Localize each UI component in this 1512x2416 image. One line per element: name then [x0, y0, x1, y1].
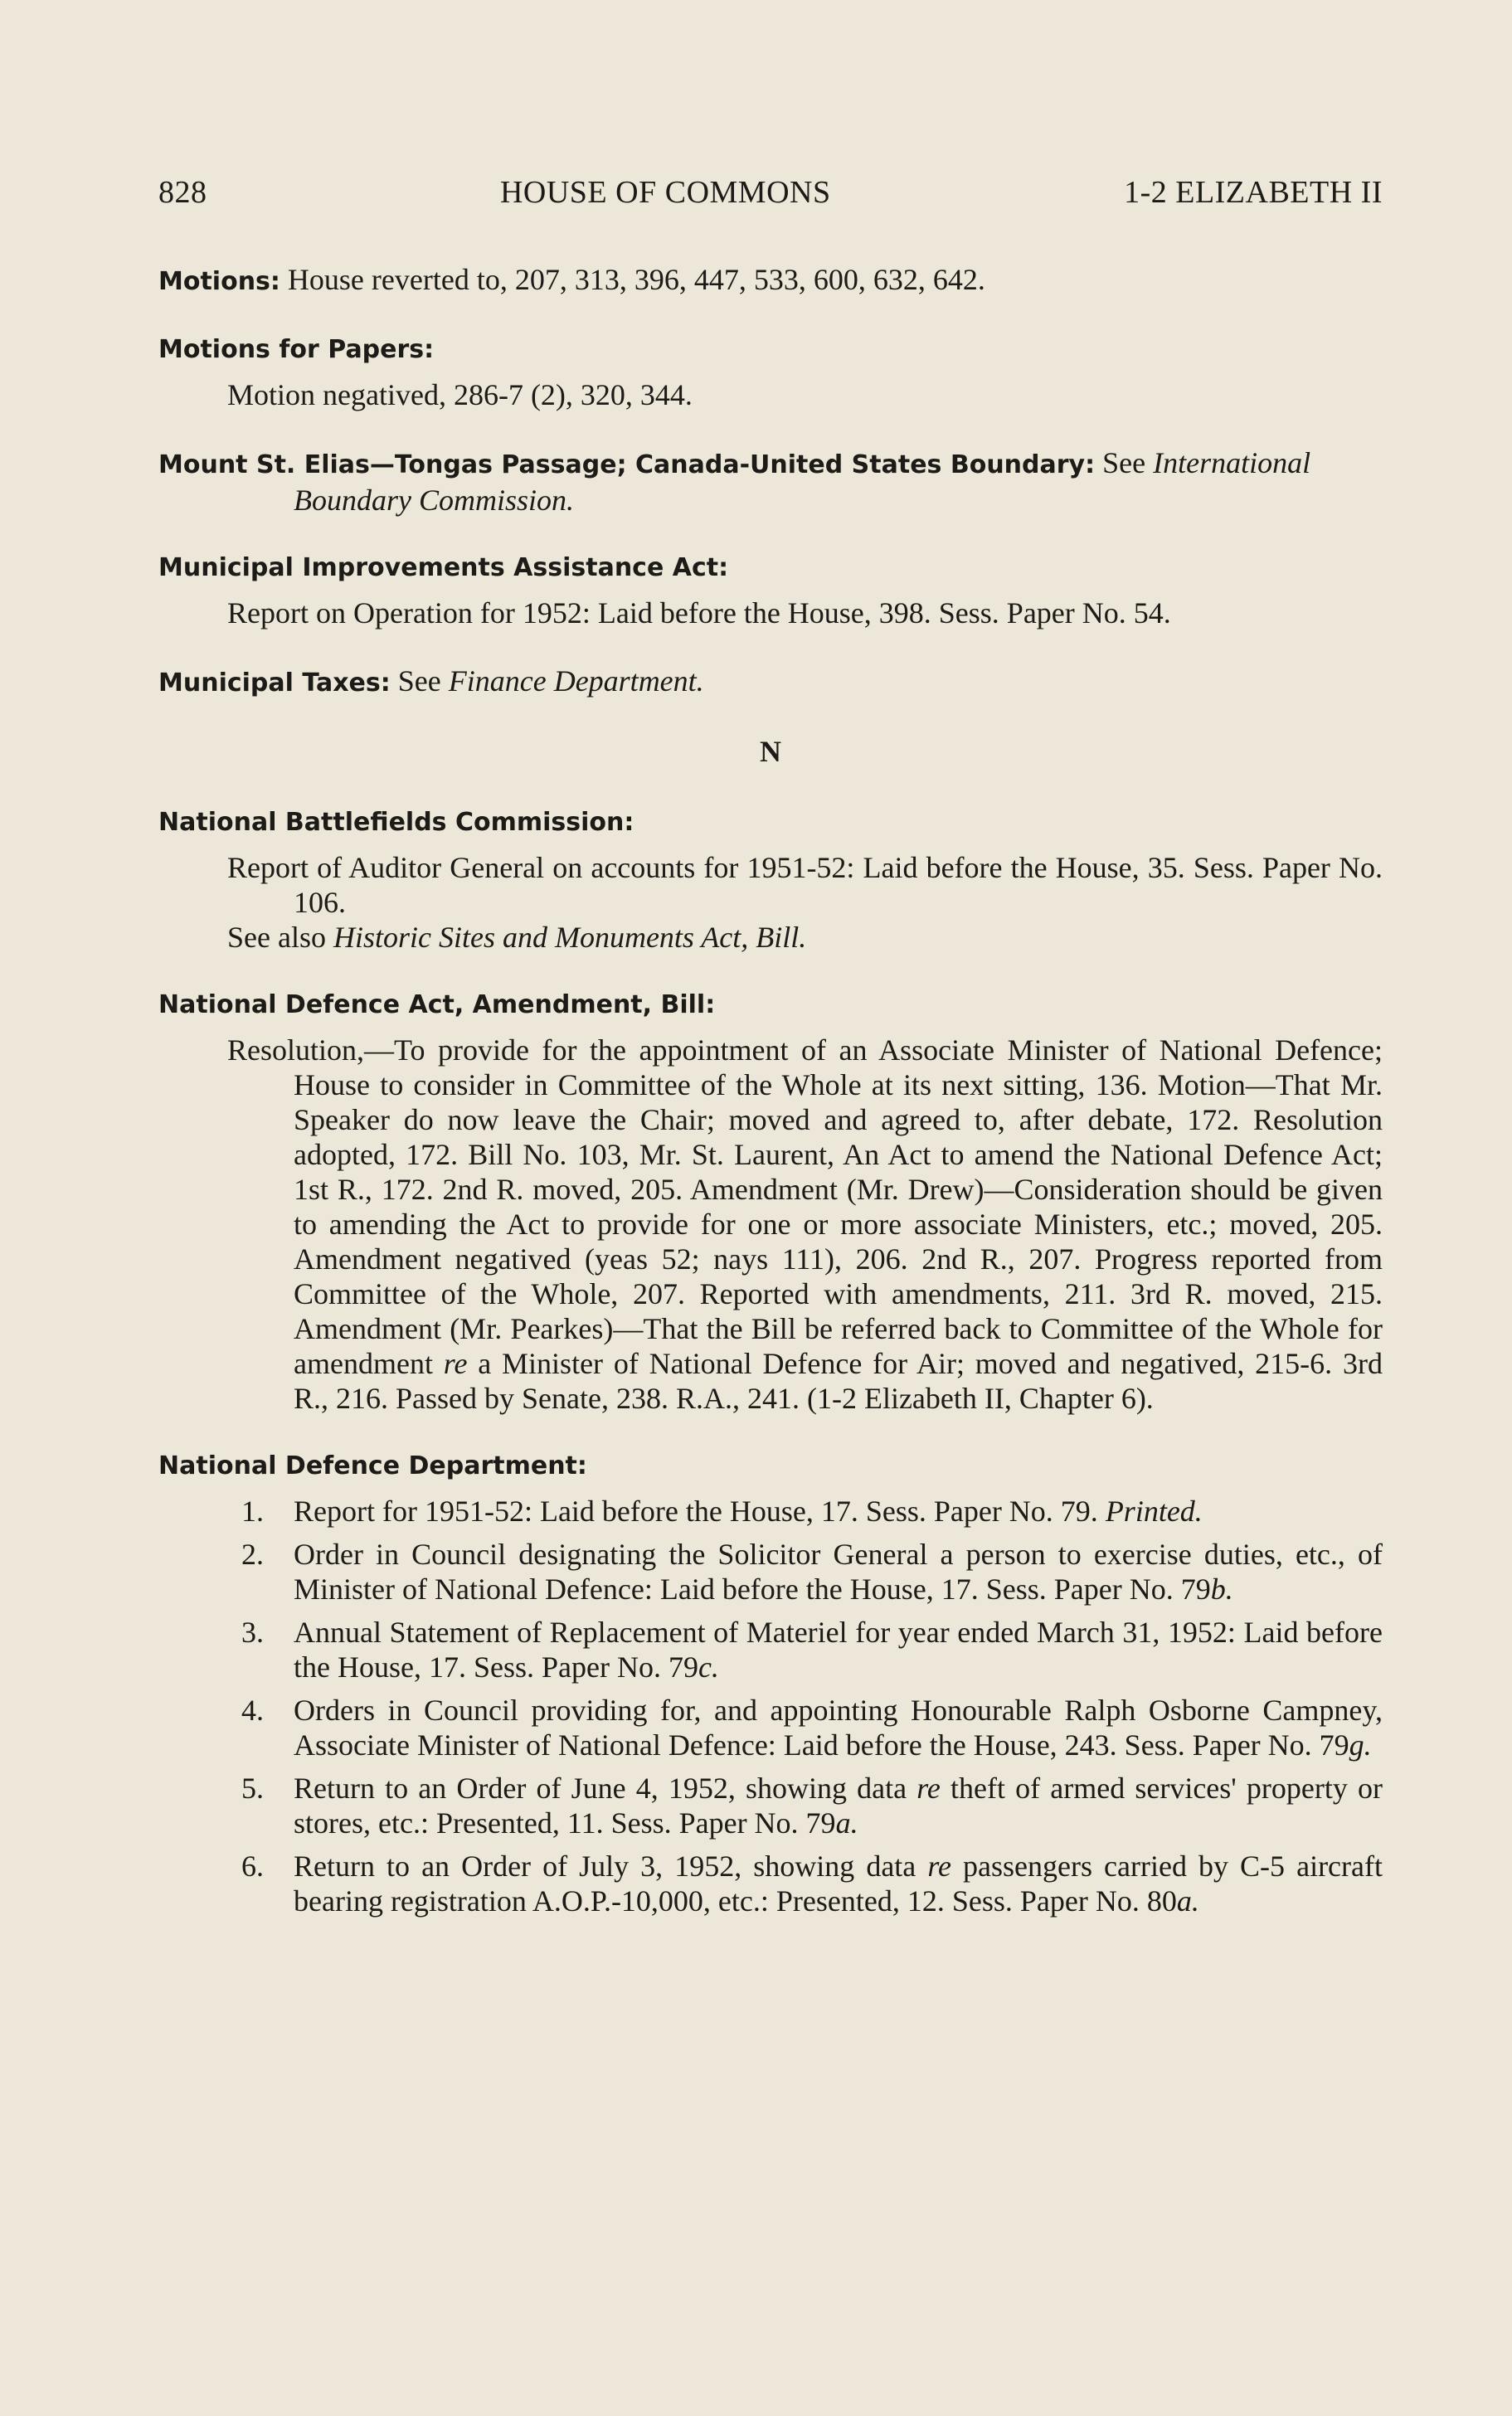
page-number: 828 — [158, 175, 207, 210]
item-text-part: Return to an Order of July 3, 1952, showing data — [294, 1850, 928, 1883]
item-text: theft of armed services' property or stores, etc.: Presented, 11. Sess. Paper No. 79 — [294, 1772, 1383, 1840]
list-item — [158, 1849, 1383, 1918]
entry-heading: National Defence Department: — [158, 1451, 587, 1480]
item-italic: g. — [1349, 1728, 1372, 1762]
entry-heading: Motions for Papers: — [158, 335, 435, 364]
list-item — [158, 1693, 1383, 1762]
re-word: re — [927, 1850, 951, 1883]
entry-municipal-taxes — [158, 664, 1383, 701]
entry-heading: Mount St. Elias—Tongas Passage; Canada-United States Boundary: — [158, 450, 1096, 479]
item-number: 6. — [241, 1850, 264, 1883]
item-text: passengers carried by C-5 aircraft bearing registration A.O.P.-10,000, etc.: Presented, 12. Sess. Paper No. 80 — [294, 1850, 1383, 1918]
entry-mount-st-elias — [158, 445, 1383, 518]
page-header — [158, 174, 1383, 211]
item-number: 1. — [241, 1495, 264, 1528]
entry-text: Motion negatived, 286-7 (2), 320, 344. — [227, 378, 693, 411]
list-item — [158, 1494, 1383, 1529]
cross-reference: Finance Department. — [448, 664, 704, 698]
item-number: 3. — [241, 1616, 264, 1649]
item-number: 2. — [241, 1538, 264, 1571]
entry-heading: National Battlefields Commission: — [158, 808, 634, 837]
entry-text-part: a Minister of National Defence for Air; moved and negatived, 215-6. 3rd R., 216. Passed by Senate, 238. R.A., 241. (1-2 Elizabeth II, Chapter 6). — [294, 1347, 1383, 1415]
entry-heading: Motions: — [158, 267, 280, 296]
item-italic: c. — [698, 1650, 719, 1684]
running-title: HOUSE OF COMMONS — [499, 175, 831, 210]
cross-reference: Historic Sites and Monuments Act, Bill. — [333, 921, 807, 954]
re-word: re — [443, 1347, 468, 1380]
re-word: re — [916, 1772, 941, 1805]
item-italic: a. — [835, 1806, 858, 1840]
list-item — [158, 1615, 1383, 1684]
item-text: Report for 1951-52: Laid before the House, 17. Sess. Paper No. 79. — [294, 1495, 1106, 1528]
see-also-line — [158, 920, 1383, 955]
entry-heading: National Defence Act, Amendment, Bill: — [158, 990, 716, 1019]
entry-national-defence-act — [158, 988, 1383, 1416]
see-also-label: See also — [227, 921, 333, 954]
item-italic: b. — [1210, 1573, 1233, 1606]
entry-motions — [158, 262, 1383, 299]
entry-text-part: Resolution,—To provide for the appointment of an Associate Minister of National Defence; House to consider in Committee of the Whole at its next sitting, 136. Motion—That Mr. Speaker do now leave the Chair; moved and agreed to, after debate, 172. Resolution adopted, 172. Bill No. 103, Mr. St. Laurent, An Act to amend the National Defence Act; 1st R., 172. 2nd R. moved, 205. Amendment (Mr. Drew)—Consideration should be given to amending the Act to provide for one or more associate Ministers, etc.; moved, 205. Amendment negatived (yeas 52; nays 111), 206. 2nd R., 207. Progress reported from Committee of the Whole, 207. Reported with amendments, 211. 3rd R. moved, 215. Amendment (Mr. Pearkes)—That the Bill be referred back to Committee of the Whole for amendment — [227, 1033, 1383, 1380]
see-label: See — [1095, 446, 1154, 479]
item-text: Annual Statement of Replacement of Materiel for year ended March 31, 1952: Laid before the House, 17. Sess. Paper No. 79 — [294, 1616, 1383, 1684]
entry-text — [158, 1033, 1383, 1416]
section-letter: N — [760, 735, 781, 768]
item-number: 5. — [241, 1772, 264, 1805]
entry-municipal-improvements — [158, 551, 1383, 630]
entry-national-defence-department — [158, 1449, 1383, 1918]
item-text: Order in Council designating the Solicitor General a person to exercise duties, etc., of Minister of National Defence: Laid before the House, 17. Sess. Paper No. 79 — [294, 1538, 1383, 1606]
item-italic: Printed. — [1105, 1495, 1203, 1528]
see-label: See — [390, 664, 449, 698]
item-number: 4. — [241, 1694, 264, 1727]
index-content — [158, 262, 1383, 1952]
item-italic: a. — [1176, 1884, 1199, 1918]
list-item — [158, 1537, 1383, 1607]
entry-text: Report on Operation for 1952: Laid before the House, 398. Sess. Paper No. 54. — [227, 596, 1171, 630]
entry-national-battlefields — [158, 805, 1383, 955]
cross-reference: International Boundary Commission. — [294, 446, 1311, 517]
entry-motions-for-papers — [158, 333, 1383, 412]
item-text-part: Return to an Order of June 4, 1952, showing data — [294, 1772, 917, 1805]
entry-text: Report of Auditor General on accounts for 1951-52: Laid before the House, 35. Sess. Paper No. 106. — [227, 851, 1383, 919]
entry-heading: Municipal Taxes: — [158, 668, 391, 698]
session-label: 1-2 ELIZABETH II — [1124, 175, 1383, 210]
list-item — [158, 1771, 1383, 1840]
item-text: Orders in Council providing for, and appointing Honourable Ralph Osborne Campney, Associate Minister of National Defence: Laid before the House, 243. Sess. Paper No. 79 — [294, 1694, 1383, 1762]
entry-text: House reverted to, 207, 313, 396, 447, 533, 600, 632, 642. — [280, 263, 985, 296]
entry-heading: Municipal Improvements Assistance Act: — [158, 553, 729, 582]
numbered-list — [158, 1494, 1383, 1918]
